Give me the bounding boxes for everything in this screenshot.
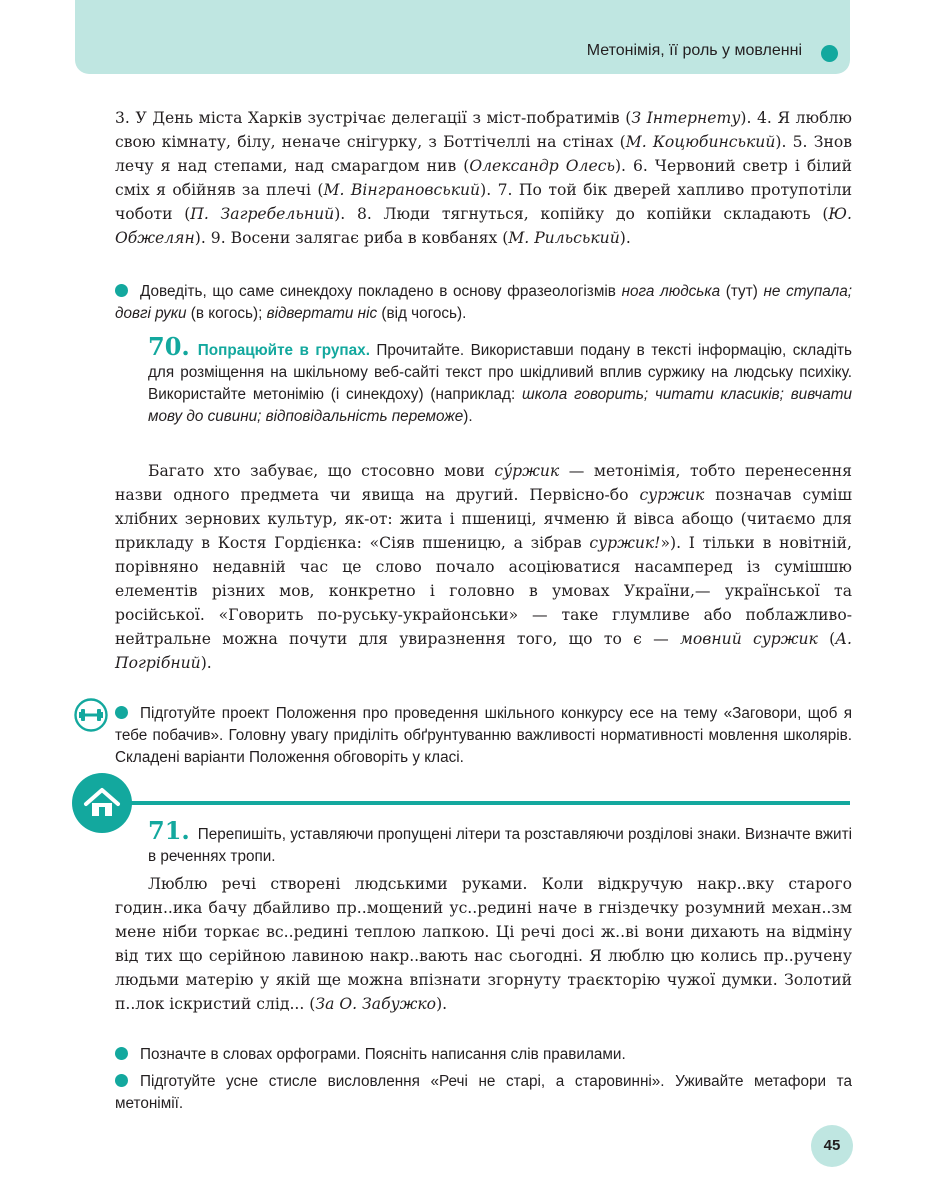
- example-sentence: 8.: [356, 205, 384, 223]
- example-text: Знов лечу я над степами, над смарагдом нив (: [115, 133, 853, 175]
- example-sentence: 6.: [633, 157, 655, 175]
- task-label: Попрацюйте в групах.: [197, 342, 370, 359]
- example-sentence: 5.: [792, 133, 814, 151]
- section-divider: [110, 801, 850, 805]
- example-sentence: 3.: [115, 109, 136, 127]
- example-close: ).: [775, 133, 793, 151]
- examples-paragraph: [115, 106, 852, 250]
- task-number: 70.: [148, 332, 190, 361]
- example-text: Люди тягнуться, копійку до копійки складають (: [383, 205, 829, 223]
- example-close: ).: [334, 205, 357, 223]
- section-title: Метонімія, її роль у мовленні: [586, 42, 802, 59]
- bullet-task-2: Підготуйте проект Положення про проведення шкільного конкурсу есе на тему «Заговори, щоб я тебе побачив». Головну увагу приділіть обґрунтуванню важливості нормативності мовлення школярів. Складені варіанти Положення обговоріть у класі.: [115, 705, 852, 766]
- task-71: 71. Перепишіть, уставляючи пропущені літери та розставляючи розділові знаки. Визначте вжиті в реченнях тропи.: [148, 816, 852, 865]
- example-text: Восени залягає риба в ковбанях (: [230, 229, 509, 247]
- example-sentence: 4.: [757, 109, 778, 127]
- bullet-task-3: Позначте в словах орфограми. Поясніть написання слів правилами.: [115, 1044, 852, 1066]
- example-author: М. Рильський: [508, 229, 620, 247]
- page-header: [75, 0, 850, 74]
- example-author: З Інтернету: [631, 109, 741, 127]
- example-text: По той бік дверей хапливо протупотіли чоботи (: [115, 181, 852, 223]
- example-author: М. Коцюбинський: [625, 133, 776, 151]
- bullet-dot-icon: [115, 706, 128, 719]
- bullet-task-1: Доведіть, що саме синекдоху покладено в основу фразеологізмів нога людська (тут) не ступала; довгі руки (в когось); відвертати ніс (від чогось).: [115, 283, 852, 322]
- page-number: 45: [811, 1125, 853, 1167]
- example-sentence: 7.: [497, 181, 519, 199]
- home-icon: [72, 773, 132, 833]
- example-close: ).: [614, 157, 633, 175]
- bullet-task-4: Підготуйте усне стисле висловлення «Речі не старі, а старовинні». Уживайте метафори та метонімії.: [115, 1073, 852, 1112]
- task-70: 70. Попрацюйте в групах. Прочитайте. Використавши подану в тексті інформацію, складіть для розміщення на шкільному веб-сайті текст про шкідливий вплив суржику на людську психіку. Використайте метонімію (і синекдоху) (наприклад: школа говорить; читати класиків; вивчати мову до сивини; відповідальність переможе).: [148, 332, 852, 425]
- example-close: ).: [194, 229, 211, 247]
- example-text: Червоний светр і білий сміх я обійняв за плечі (: [115, 157, 852, 199]
- examples-list: [115, 109, 852, 247]
- bullet-dot-icon: [115, 1047, 128, 1060]
- example-author: Олександр Олесь: [469, 157, 615, 175]
- example-close: ).: [619, 229, 631, 247]
- example-text: Я люблю свою кімнату, білу, неначе снігурку, з Боттічеллі на стінах (: [115, 109, 852, 151]
- example-close: ).: [740, 109, 757, 127]
- task-number: 71.: [148, 816, 190, 845]
- example-author: М. Вінграновський: [323, 181, 481, 199]
- example-close: ).: [480, 181, 498, 199]
- task-70-text: Багато хто забуває, що стосовно мови су́ржик — метонімія, тобто перенесення назви одного предмета чи явища на другий. Первісно-бо суржик позначав суміш хлібних зернових культур, як-от: жита і пшениці, ячменю й вівса абощо (читаємо для прикладу в Костя Гордієнка: «Сіяв пшеницю, а зібрав суржик!»). І тільки в новітній, порівняно недавній час це слово почало асоціюватися насамперед із сумішшю елементів різних мов, конкретно і головно в умовах України,— української та російської. «Говорить по-руську-украйонськи» — таке глумливе або поблажливо-нейтральне можна почути для увиразнення того, що то є — мовний суржик (А. Погрібний).: [115, 462, 852, 672]
- header-dot-icon: [821, 45, 838, 62]
- bullet-dot-icon: [115, 284, 128, 297]
- task-71-text: Люблю речі створені людськими руками. Коли відкручую накр..вку старого годин..ика бачу дбайливо пр..мощений ус..редині наче в гніздечку розумний механ..зм мене ніби торкає вс..редині теплою лапкою. Ці речі досі ж..ві вони дихають на відміну від тих що серійною лавиною накр..вають нас сьогодні. Я люблю цю колись пр..ручену людьми матерію у якій ще можна впізнати згорнуту траєкторію чужої думки. Золотий п..лок іскристий слід... (За О. Забужко).: [115, 875, 852, 1013]
- example-sentence: 9.: [210, 229, 231, 247]
- example-author: П. Загребельний: [190, 205, 335, 223]
- bullet-dot-icon: [115, 1074, 128, 1087]
- example-text: У День міста Харків зустрічає делегації з міст-побратимів (: [135, 109, 632, 127]
- dumbbell-icon: [74, 698, 108, 732]
- example-author: Ю. Обжелян: [115, 205, 852, 247]
